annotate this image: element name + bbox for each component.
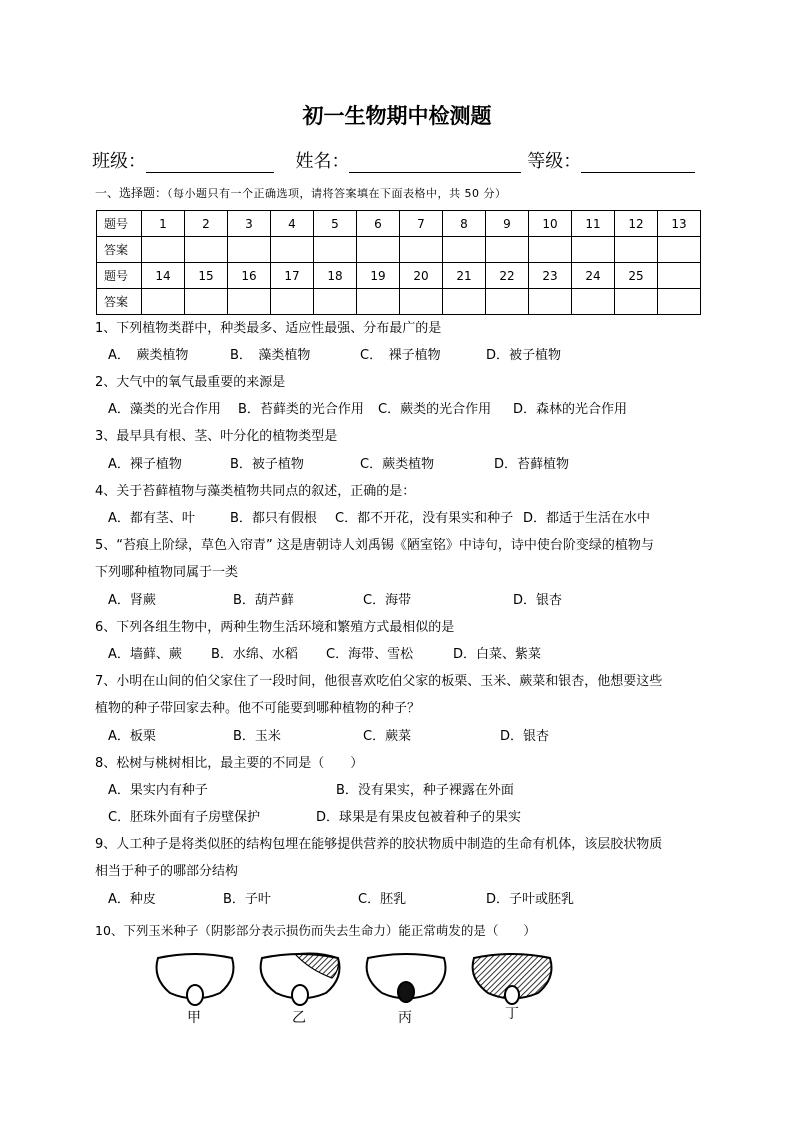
question-number: 12 xyxy=(615,211,658,237)
question-number: 7 xyxy=(400,211,443,237)
option-c[interactable]: C．海带、雪松 xyxy=(326,647,414,662)
option-c[interactable]: C． 裸子植物 xyxy=(360,348,441,363)
option-b[interactable]: B． 藻类植物 xyxy=(230,348,311,363)
option-a[interactable]: A．墙藓、蕨 xyxy=(108,647,182,662)
row-label-answer: 答案 xyxy=(97,289,142,315)
question-number: 20 xyxy=(400,263,443,289)
option-d[interactable]: D．白菜、紫菜 xyxy=(453,647,542,662)
answer-cell[interactable] xyxy=(658,289,701,315)
question-7-line2: 植物的种子带回家去种。他不可能要到哪种植物的种子？ xyxy=(95,701,421,716)
option-b[interactable]: B．水绵、水稻 xyxy=(211,647,298,662)
class-label: 班级： xyxy=(92,151,146,172)
seed-bing[interactable] xyxy=(367,954,446,1002)
question-9: 9、人工种子是将类似胚的结构包埋在能够提供营养的胶状物质中制造的生命有机体，该层胶状物质 xyxy=(95,837,663,852)
answer-cell[interactable] xyxy=(615,289,658,315)
option-d[interactable]: D．都适于生活在水中 xyxy=(523,511,651,526)
question-number: 13 xyxy=(658,211,701,237)
answer-cell[interactable] xyxy=(529,289,572,315)
option-a[interactable]: A．都有茎、叶 xyxy=(108,511,195,526)
answer-cell[interactable] xyxy=(529,237,572,263)
question-number: 6 xyxy=(357,211,400,237)
option-a[interactable]: A．果实内有种子 xyxy=(108,783,208,798)
answer-cell[interactable] xyxy=(185,237,228,263)
question-5: 5、“苔痕上阶绿，草色入帘青” 这是唐朝诗人刘禹锡《陋室铭》中诗句，诗中使台阶变绿的植物与 xyxy=(95,538,654,553)
option-d[interactable]: D．子叶或胚乳 xyxy=(486,892,575,907)
question-number: 22 xyxy=(486,263,529,289)
table-row xyxy=(97,237,701,263)
question-number: 16 xyxy=(228,263,271,289)
row-label-answer: 答案 xyxy=(97,237,142,263)
question-6: 6、下列各组生物中，两种生物生活环境和繁殖方式最相似的是 xyxy=(95,620,455,635)
question-number: 24 xyxy=(572,263,615,289)
option-a[interactable]: A．种皮 xyxy=(108,892,156,907)
option-d[interactable]: D．银杏 xyxy=(513,593,563,608)
option-b[interactable]: B．葫芦藓 xyxy=(233,593,294,608)
seed-jia[interactable] xyxy=(157,954,234,1005)
question-number: 18 xyxy=(314,263,357,289)
option-b[interactable]: B．被子植物 xyxy=(230,457,304,472)
question-number: 4 xyxy=(271,211,314,237)
option-a[interactable]: A．肾蕨 xyxy=(108,593,156,608)
option-d[interactable]: D．银杏 xyxy=(500,729,550,744)
question-number: 15 xyxy=(185,263,228,289)
option-c[interactable]: C．海带 xyxy=(363,593,412,608)
row-label-number: 题号 xyxy=(97,263,142,289)
seed-label-jia: 甲 xyxy=(187,1010,201,1026)
question-number: 14 xyxy=(142,263,185,289)
option-d[interactable]: D．球果是有果皮包被着种子的果实 xyxy=(316,810,522,825)
seed-ding[interactable] xyxy=(473,954,552,1004)
option-c[interactable]: C．蕨菜 xyxy=(363,729,412,744)
answer-cell[interactable] xyxy=(357,237,400,263)
option-c[interactable]: C．胚珠外面有子房壁保护 xyxy=(108,810,261,825)
answer-cell[interactable] xyxy=(357,289,400,315)
question-9-line2: 相当于种子的哪部分结构 xyxy=(95,864,239,879)
question-4: 4、关于苔藓植物与藻类植物共同点的叙述，正确的是： xyxy=(95,484,416,499)
question-number: 11 xyxy=(572,211,615,237)
option-c[interactable]: C．胚乳 xyxy=(358,892,407,907)
question-number: 25 xyxy=(615,263,658,289)
answer-cell[interactable] xyxy=(658,237,701,263)
section-note: （每小题只有一个正确选项，请将答案填在下面表格中，共 50 分） xyxy=(167,187,507,200)
answer-cell[interactable] xyxy=(314,289,357,315)
class-field[interactable] xyxy=(146,152,274,173)
table-row xyxy=(97,211,701,237)
option-c[interactable]: C．都不开花，没有果实和种子 xyxy=(335,511,514,526)
answer-table xyxy=(96,210,701,315)
section-heading-text: 一、选择题： xyxy=(95,186,168,200)
seed-label-yi: 乙 xyxy=(292,1010,306,1026)
option-d[interactable]: D．被子植物 xyxy=(486,348,562,363)
question-number: 2 xyxy=(185,211,228,237)
answer-cell[interactable] xyxy=(400,237,443,263)
answer-cell[interactable] xyxy=(228,237,271,263)
answer-cell[interactable] xyxy=(486,289,529,315)
section-heading xyxy=(95,184,507,201)
grade-label: 等级： xyxy=(527,151,582,172)
table-row xyxy=(97,263,701,289)
option-b[interactable]: B．玉米 xyxy=(233,729,281,744)
answer-cell[interactable] xyxy=(443,237,486,263)
option-a[interactable]: A． 蕨类植物 xyxy=(108,348,189,363)
option-b[interactable]: B．子叶 xyxy=(223,892,271,907)
question-number: 10 xyxy=(529,211,572,237)
seed-label-bing: 丙 xyxy=(398,1010,412,1026)
option-c[interactable]: C．蕨类的光合作用 xyxy=(378,402,492,417)
question-number: 5 xyxy=(314,211,357,237)
answer-cell[interactable] xyxy=(142,289,185,315)
answer-cell[interactable] xyxy=(572,237,615,263)
option-b[interactable]: B．苔藓类的光合作用 xyxy=(238,402,364,417)
answer-cell[interactable] xyxy=(271,237,314,263)
table-row xyxy=(97,289,701,315)
question-number: 17 xyxy=(271,263,314,289)
option-a[interactable]: A．裸子植物 xyxy=(108,457,182,472)
question-number xyxy=(658,263,701,289)
name-field[interactable] xyxy=(349,152,521,173)
name-label: 姓名： xyxy=(295,151,350,172)
question-5-line2: 下列哪种植物同属于一类 xyxy=(95,565,239,580)
grade-field[interactable] xyxy=(581,152,695,173)
row-label-number: 题号 xyxy=(97,211,142,237)
question-1: 1、下列植物类群中，种类最多、适应性最强、分布最广的是 xyxy=(95,321,442,336)
question-2: 2、大气中的氧气最重要的来源是 xyxy=(95,375,286,390)
option-d[interactable]: D．苔藓植物 xyxy=(494,457,570,472)
answer-cell[interactable] xyxy=(443,289,486,315)
answer-cell[interactable] xyxy=(615,237,658,263)
answer-cell[interactable] xyxy=(314,237,357,263)
question-number: 21 xyxy=(443,263,486,289)
question-number: 1 xyxy=(142,211,185,237)
question-number: 3 xyxy=(228,211,271,237)
question-number: 8 xyxy=(443,211,486,237)
seed-yi[interactable] xyxy=(261,953,340,1005)
question-number: 19 xyxy=(357,263,400,289)
question-number: 23 xyxy=(529,263,572,289)
answer-cell[interactable] xyxy=(228,289,271,315)
question-7: 7、小明在山间的伯父家住了一段时间，他很喜欢吃伯父家的板栗、玉米、蕨菜和银杏，他想要这些 xyxy=(95,674,663,689)
option-a[interactable]: A．藻类的光合作用 xyxy=(108,402,221,417)
answer-cell[interactable] xyxy=(486,237,529,263)
exam-title: 初一生物期中检测题 xyxy=(302,103,492,128)
question-8: 8、松树与桃树相比，最主要的不同是（ ） xyxy=(95,756,364,771)
option-b[interactable]: B．都只有假根 xyxy=(230,511,317,526)
question-3: 3、最早具有根、茎、叶分化的植物类型是 xyxy=(95,429,338,444)
option-d[interactable]: D．森林的光合作用 xyxy=(513,402,628,417)
option-b[interactable]: B．没有果实，种子裸露在外面 xyxy=(336,783,514,798)
answer-cell[interactable] xyxy=(572,289,615,315)
answer-cell[interactable] xyxy=(185,289,228,315)
question-10: 10、下列玉米种子（阴影部分表示损伤而失去生命力）能正常萌发的是（ ） xyxy=(95,923,536,938)
seed-label-ding: 丁 xyxy=(505,1006,519,1022)
answer-cell[interactable] xyxy=(271,289,314,315)
corn-seed-diagram xyxy=(150,948,570,1028)
option-c[interactable]: C．蕨类植物 xyxy=(360,457,435,472)
answer-cell[interactable] xyxy=(142,237,185,263)
question-number: 9 xyxy=(486,211,529,237)
option-a[interactable]: A．板栗 xyxy=(108,729,156,744)
answer-cell[interactable] xyxy=(400,289,443,315)
student-info-line xyxy=(92,147,695,173)
